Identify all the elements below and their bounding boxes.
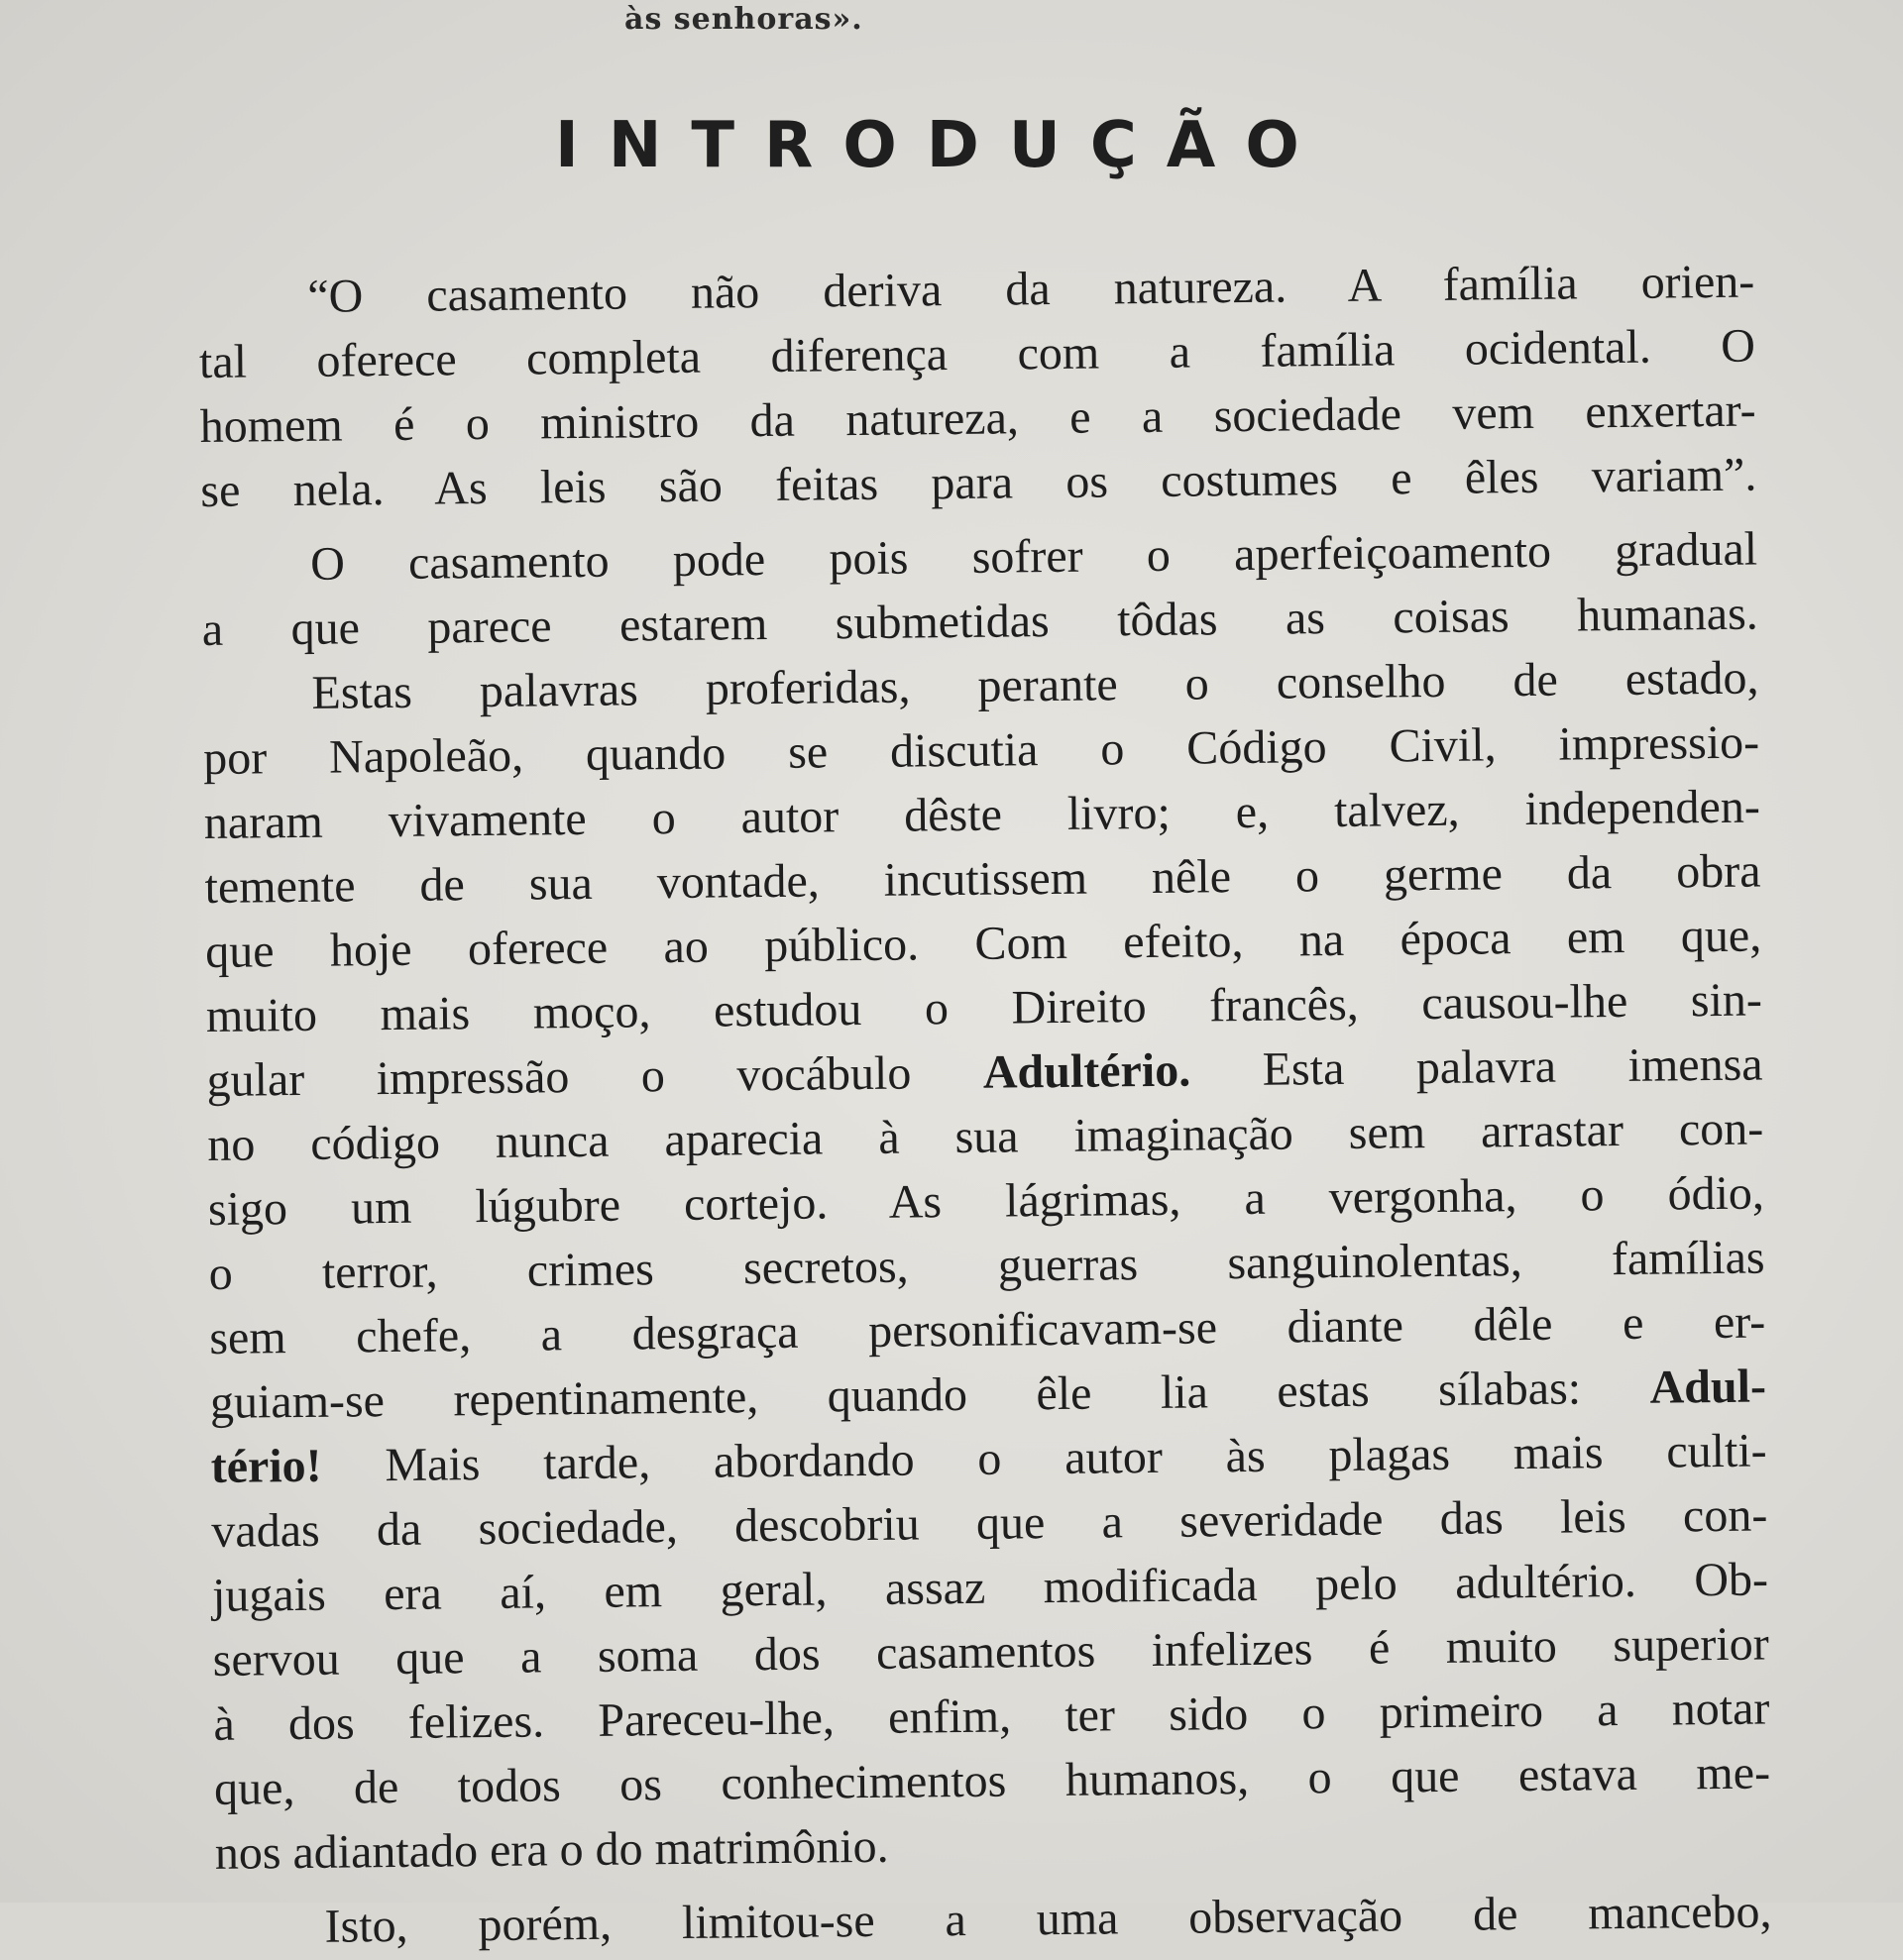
text-segment: guiam-se repentinamente, quando êle lia estas sílabas: — [209, 1361, 1582, 1429]
text-line: muito mais moço, estudou o Direito francês, causou-lhe sin- — [205, 973, 1763, 1042]
text-line: servou que a soma dos casamentos infelizes é muito superior — [212, 1617, 1769, 1687]
text-line: temente de sua vontade, incutissem nêle o germe da obra — [204, 844, 1761, 914]
text-line: sem chefe, a desgraça personificavam-se diante dêle e er- — [209, 1295, 1766, 1364]
text-line: tal oferece completa diferença com a família ocidental. O — [198, 319, 1756, 388]
chapter-heading: INTRODUÇÃO — [555, 109, 1329, 182]
text-line: Estas palavras proferidas, perante o conselho de estado, — [311, 651, 1759, 719]
body-text — [198, 250, 1772, 1960]
text-line: que, de todos os conhecimentos humanos, o que estava me- — [213, 1746, 1771, 1815]
text-line: nos adiantado era o do matrimônio. — [214, 1819, 889, 1880]
text-line: no código nunca aparecia à sua imaginação sem arrastar con- — [207, 1102, 1764, 1171]
text-line: homem é o ministro da natureza, e a sociedade vem enxertar- — [199, 383, 1756, 453]
emphasis-term: Adultério. — [982, 1043, 1191, 1099]
text-line: se nela. As leis são feitas para os costumes e êles variam”. — [200, 448, 1757, 517]
emphasis-term: Adul- — [1649, 1360, 1767, 1414]
text-line: vadas da sociedade, descobriu que a severidade das leis con- — [211, 1488, 1768, 1558]
text-line: por Napoleão, quando se discutia o Código Civil, impressio- — [202, 715, 1760, 785]
emphasis-term: tério! — [210, 1439, 322, 1493]
text-line: à dos felizes. Pareceu-lhe, enfim, ter sido o primeiro a notar — [213, 1682, 1770, 1751]
text-segment: Esta palavra imensa — [1262, 1037, 1763, 1096]
text-line: naram vivamente o autor dêste livro; e, talvez, independen- — [203, 780, 1761, 849]
text-segment: gular impressão o vocábulo — [206, 1046, 912, 1107]
top-fragment-text: às senhoras». — [624, 2, 863, 37]
text-segment: Mais tarde, abordando o autor às plagas mais culti- — [385, 1424, 1767, 1492]
text-line: que hoje oferece ao público. Com efeito, na época em que, — [204, 909, 1762, 978]
text-line: O casamento pode pois sofrer o aperfeiçoamento gradual — [309, 522, 1758, 591]
text-line: jugais era aí, em geral, assaz modificada pelo adultério. Ob- — [211, 1553, 1769, 1622]
text-line: o terror, crimes secretos, guerras sanguinolentas, famílias — [208, 1231, 1765, 1300]
text-line: a que parece estarem submetidas tôdas as coisas humanas. — [201, 587, 1759, 656]
text-line: Isto, porém, limitou-se a uma observação de mancebo, — [324, 1885, 1772, 1953]
text-line: “O casamento não deriva da natureza. A família orien- — [307, 255, 1755, 323]
text-line: sigo um lúgubre cortejo. As lágrimas, a vergonha, o ódio, — [207, 1166, 1765, 1236]
